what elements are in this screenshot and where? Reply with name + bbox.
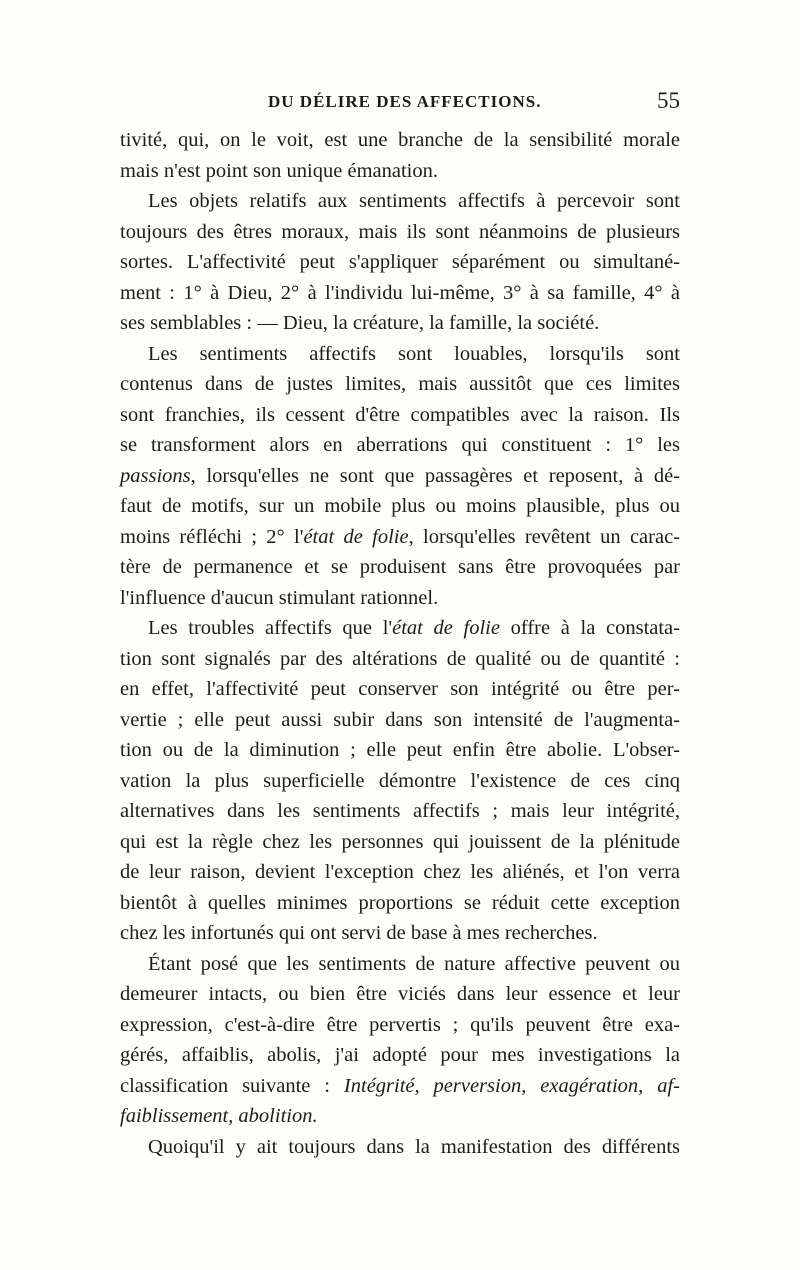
text-line: gérés, affaiblis, abolis, j'ai adopté pour mes investigations la [120,1044,680,1066]
text-line: Les objets relatifs aux sentiments affectifs à percevoir sont [148,190,680,212]
text-line: bientôt à quelles minimes proportions se réduit cette exception [120,891,680,914]
text-line: Les sentiments affectifs sont louables, lorsqu'ils sont [148,342,680,365]
text-line: faiblissement, abolition. [120,1105,318,1127]
text-line: tion sont signalés par des altérations de qualité ou de quantité : [120,647,680,670]
text-line: Étant posé que les sentiments de nature affective peuvent ou [148,952,680,975]
text-line: classification suivante : Intégrité, perversion, exagération, af- [120,1074,680,1097]
text-line: demeurer intacts, ou bien être viciés dans leur essence et leur [120,983,680,1005]
page-number: 55 [657,88,680,113]
body-text [120,125,680,1162]
text-line: sortes. L'affectivité peut s'appliquer séparément ou simultané- [120,251,680,273]
text-line: tère de permanence et se produisent sans être provoquées par [120,556,680,578]
text-line: chez les infortunés qui ont servi de base à mes recherches. [120,922,598,944]
text-line: Les troubles affectifs que l'état de folie offre à la constata- [148,617,680,639]
running-title: DU DÉLIRE DES AFFECTIONS. [268,92,542,111]
text-line: en effet, l'affectivité peut conserver son intégrité ou être per- [120,678,680,700]
text-line: tion ou de la diminution ; elle peut enfin être abolie. L'obser- [120,739,680,761]
text-line: ses semblables : — Dieu, la créature, la famille, la société. [120,312,600,334]
text-line: ment : 1° à Dieu, 2° à l'individu lui-même, 3° à sa famille, 4° à [120,281,680,304]
text-line: de leur raison, devient l'exception chez les aliénés, et l'on verra [120,861,680,883]
text-line: Quoiqu'il y ait toujours dans la manifestation des différents [148,1135,680,1158]
text-line: toujours des êtres moraux, mais ils sont néanmoins de plusieurs [120,220,680,243]
page-header [130,88,680,118]
text-line: expression, c'est-à-dire être pervertis ; qu'ils peuvent être exa- [120,1013,680,1036]
text-line: sont franchies, ils cessent d'être compatibles avec la raison. Ils [120,403,680,426]
text-line: vertie ; elle peut aussi subir dans son intensité de l'augmenta- [120,708,680,731]
text-line: qui est la règle chez les personnes qui jouissent de la plénitude [120,830,680,853]
text-line: vation la plus superficielle démontre l'existence de ces cinq [120,769,680,792]
text-line: l'influence d'aucun stimulant rationnel. [120,586,439,609]
text-line: alternatives dans les sentiments affectifs ; mais leur intégrité, [120,800,680,822]
text-line: moins réfléchi ; 2° l'état de folie, lorsqu'elles revêtent un carac- [120,525,680,548]
text-line: se transforment alors en aberrations qui constituent : 1° les [120,434,680,456]
text-line: faut de motifs, sur un mobile plus ou moins plausible, plus ou [120,495,680,517]
text-line: mais n'est point son unique émanation. [120,159,438,182]
text-line: passions, lorsqu'elles ne sont que passagères et reposent, à dé- [120,464,680,487]
text-line: tivité, qui, on le voit, est une branche de la sensibilité morale [120,129,680,151]
text-line: contenus dans de justes limites, mais aussitôt que ces limites [120,373,680,395]
